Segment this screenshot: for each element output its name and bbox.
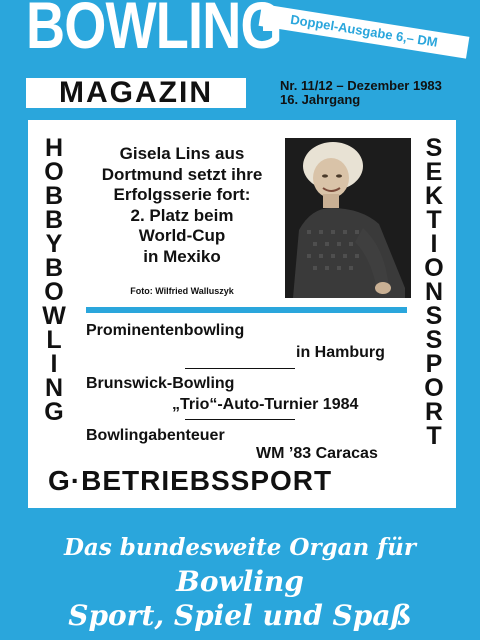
vertical-sektionssport xyxy=(420,136,448,448)
cover-headline xyxy=(82,144,282,267)
masthead-subtitle: MAGAZIN xyxy=(26,78,246,108)
section-divider xyxy=(86,307,407,313)
vertical-letter: B xyxy=(44,182,64,210)
headline-line: Dortmund setzt ihre xyxy=(101,164,263,184)
item-wm-caracas: WM ’83 Caracas xyxy=(256,445,378,462)
bowler-photo-illustration xyxy=(285,138,411,298)
vertical-letter: L xyxy=(46,326,62,354)
vertical-letter: T xyxy=(426,206,442,234)
price-badge: Doppel-Ausgabe 6,– DM xyxy=(259,4,470,59)
tagline-line-2: Bowling xyxy=(176,565,304,598)
vertical-letter: I xyxy=(430,230,438,258)
headline-line: in Mexiko xyxy=(143,246,221,266)
item-divider xyxy=(185,368,295,369)
vertical-letter: N xyxy=(424,278,444,306)
item-bowlingabenteuer: Bowlingabenteuer xyxy=(86,427,225,444)
vertical-letter: R xyxy=(424,398,444,426)
item-prominentenbowling: Prominentenbowling xyxy=(86,322,245,339)
tagline-line-1: Das bundesweite Organ für xyxy=(63,534,417,561)
item-brunswick: Brunswick-Bowling xyxy=(86,375,235,392)
item-hamburg: in Hamburg xyxy=(296,344,385,361)
cover-photo xyxy=(285,138,411,298)
vertical-letter: G xyxy=(44,398,64,426)
vertical-letter: I xyxy=(50,350,58,378)
vertical-letter: B xyxy=(44,206,64,234)
headline-line: World-Cup xyxy=(138,226,226,245)
vertical-letter: O xyxy=(424,374,444,402)
vertical-letter: S xyxy=(425,302,443,330)
headline-line: Erfolgsserie fort: xyxy=(113,185,251,204)
vertical-letter: K xyxy=(424,182,444,210)
vertical-letter: H xyxy=(44,134,64,162)
vertical-letter: W xyxy=(42,302,66,330)
vertical-letter: T xyxy=(426,422,442,450)
betriebssport-band: G·BETRIEBSSPORT xyxy=(48,465,333,496)
headline-line: Gisela Lins aus xyxy=(119,144,245,163)
photo-credit: Foto: Wilfried Walluszyk xyxy=(130,286,234,296)
vertical-letter: P xyxy=(425,350,443,378)
tagline-line-3: Sport, Spiel und Spaß xyxy=(68,599,412,632)
vertical-letter: B xyxy=(44,254,64,282)
vertical-letter: O xyxy=(424,254,444,282)
masthead-title: BOWLING xyxy=(26,0,282,62)
volume-year: 16. Jahrgang xyxy=(280,92,361,107)
vertical-hobbybowling xyxy=(40,136,68,424)
vertical-letter: N xyxy=(44,374,64,402)
item-divider xyxy=(185,419,295,420)
vertical-letter: S xyxy=(425,326,443,354)
vertical-letter: S xyxy=(425,134,443,162)
vertical-letter: E xyxy=(425,158,443,186)
item-trio-turnier: „Trio“-Auto-Turnier 1984 xyxy=(172,396,359,413)
issue-number: Nr. 11/12 – Dezember 1983 xyxy=(280,78,442,93)
vertical-letter: O xyxy=(44,158,64,186)
vertical-letter: Y xyxy=(45,230,63,258)
headline-line: 2. Platz beim xyxy=(130,205,234,225)
vertical-letter: O xyxy=(44,278,64,306)
